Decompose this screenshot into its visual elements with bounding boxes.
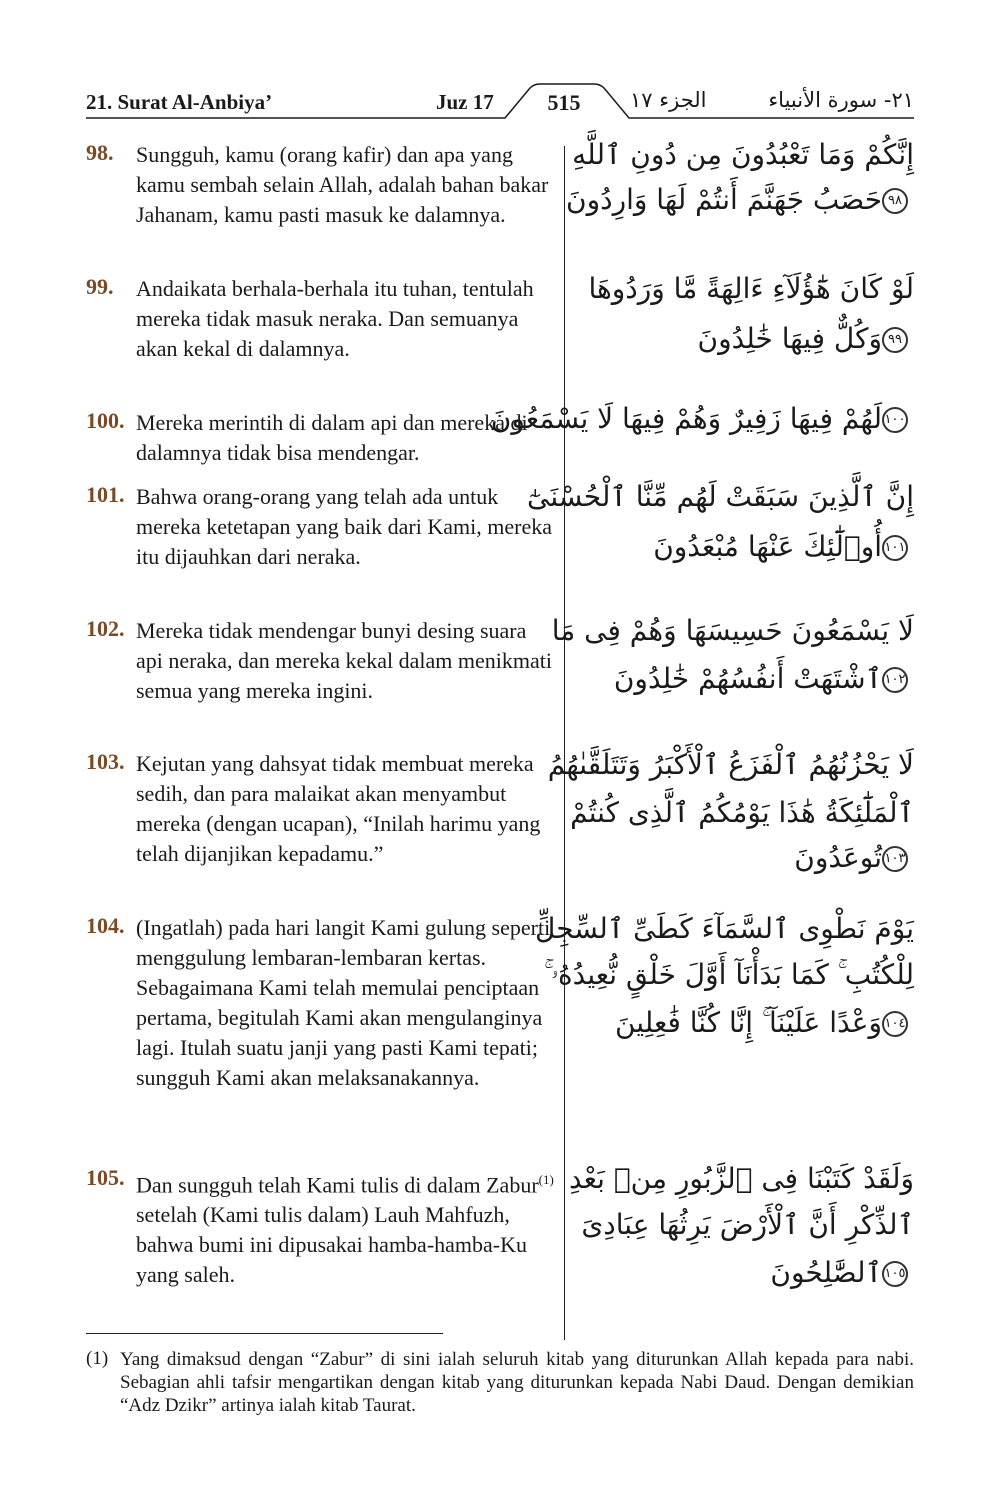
ayah-end-marker: ٩٩	[882, 327, 908, 353]
juz-label-arabic: الجزء ١٧	[630, 88, 707, 112]
arabic-line: لَا يَحْزُنُهُمُ ٱلْفَزَعُ ٱلْأَكْبَرُ وَتَتَلَقَّىٰهُمُ	[547, 748, 914, 781]
arabic-line: ١٠٣تُوعَدُونَ	[794, 841, 914, 874]
column-divider	[564, 146, 565, 1340]
verse-translation: Mereka tidak mendengar bunyi desing suara api neraka, dan mereka kekal dalam menikmati semua yang mereka ingini.	[136, 618, 552, 703]
footnote-reference[interactable]: (1)	[538, 1172, 554, 1187]
verse-number: 98.	[86, 140, 114, 165]
verse-number: 99.	[86, 274, 114, 299]
verse-number: 101.	[86, 482, 125, 507]
ayah-end-marker: ١٠٣	[882, 846, 908, 872]
ayah-end-marker: ١٠٢	[882, 667, 908, 693]
arabic-line: إِنَّكُمْ وَمَا تَعْبُدُونَ مِن دُونِ ٱللَّهِ	[572, 138, 914, 171]
page-header	[0, 0, 1000, 130]
verse-number: 102.	[86, 616, 125, 641]
verse-number: 105.	[86, 1165, 125, 1190]
arabic-line: ١٠١أُو۟لَٰٓئِكَ عَنْهَا مُبْعَدُونَ	[653, 530, 914, 563]
ayah-end-marker: ١٠١	[882, 535, 908, 561]
arabic-line: لِلْكُتُبِ ۚ كَمَا بَدَأْنَآ أَوَّلَ خَلْقٍ نُّعِيدُهُۥ ۚ	[543, 958, 914, 991]
arabic-line: يَوْمَ نَطْوِى ٱلسَّمَآءَ كَطَىِّ ٱلسِّجِلِّ	[535, 912, 914, 945]
arabic-line: إِنَّ ٱلَّذِينَ سَبَقَتْ لَهُم مِّنَّا ٱلْحُسْنَىٰٓ	[527, 480, 914, 513]
verse-translation: Bahwa orang-orang yang telah ada untuk mereka ketetapan yang baik dari Kami, mereka itu dijauhkan dari neraka.	[136, 484, 552, 569]
footnote-text: Yang dimaksud dengan “Zabur” di sini ialah seluruh kitab yang diturunkan Allah kepada para nabi. Sebagian ahli tafsir mengartikan dengan kitab yang diturunkan kepada Nabi Daud. Dengan demikian “Adz Dzikr” artinya ialah kitab Taurat.	[120, 1349, 914, 1416]
arabic-line: ١٠٥ٱلصَّٰلِحُونَ	[770, 1256, 914, 1289]
verse-number: 103.	[86, 749, 125, 774]
surah-title-arabic: ٢١- سورة الأنبياء	[768, 88, 914, 112]
verse-number: 100.	[86, 408, 125, 433]
verse-translation: Dan sungguh telah Kami tulis di dalam Zabur$^{(1)}$ setelah (Kami tulis dalam) Lauh Mahfuzh, bahwa bumi ini dipusakai hamba-hamba-Ku yang saleh.	[136, 1172, 554, 1288]
verse-translation: Mereka merintih di dalam api dan mereka di dalamnya tidak bisa mendengar.	[136, 410, 528, 465]
surah-title-latin: 21. Surat Al-Anbiya’	[86, 90, 273, 114]
verse-number: 104.	[86, 913, 125, 938]
arabic-line: ١٠٤وَعْدًا عَلَيْنَآ ۚ إِنَّا كُنَّا فَٰعِلِينَ	[615, 1006, 914, 1040]
ayah-end-marker: ١٠٠	[882, 407, 908, 433]
arabic-line: وَلَقَدْ كَتَبْنَا فِى ٱلزَّبُورِ مِنۢ بَعْدِ	[568, 1162, 914, 1195]
footnote-marker: (1)	[86, 1348, 109, 1369]
arabic-line: ٱلذِّكْرِ أَنَّ ٱلْأَرْضَ يَرِثُهَا عِبَادِىَ	[581, 1208, 914, 1241]
ayah-end-marker: ١٠٤	[882, 1011, 908, 1037]
ayah-end-marker: ٩٨	[882, 188, 908, 214]
ayah-end-marker: ١٠٥	[882, 1261, 908, 1287]
arabic-line: لَا يَسْمَعُونَ حَسِيسَهَا وَهُمْ فِى مَا	[551, 614, 914, 647]
verse-translation: Kejutan yang dahsyat tidak membuat mereka sedih, dan para malaikat akan menyambut mereka (dengan ucapan), “Inilah harimu yang telah dijanjikan kepadamu.”	[136, 751, 541, 866]
arabic-line: ٱلْمَلَٰٓئِكَةُ هَٰذَا يَوْمُكُمُ ٱلَّذِى كُنتُمْ	[570, 796, 914, 829]
arabic-line: ١٠٢ٱشْتَهَتْ أَنفُسُهُمْ خَٰلِدُونَ	[614, 662, 914, 695]
arabic-line: ٩٨حَصَبُ جَهَنَّمَ أَنتُمْ لَهَا وَارِدُونَ	[566, 183, 914, 216]
footnote-rule	[86, 1333, 443, 1334]
verse-translation: Sungguh, kamu (orang kafir) dan apa yang kamu sembah selain Allah, adalah bahan bakar Jahanam, kamu pasti masuk ke dalamnya.	[136, 142, 549, 227]
juz-label-latin: Juz 17	[436, 90, 494, 114]
verse-translation: (Ingatlah) pada hari langit Kami gulung seperti menggulung lembaran-lembaran kertas. Sebagaimana Kami telah memulai penciptaan pertama, begitulah Kami akan mengulanginya lagi. Itulah suatu janji yang pasti Kami tepati; sungguh Kami akan melaksanakannya.	[136, 915, 551, 1090]
verse-translation: Andaikata berhala-berhala itu tuhan, tentulah mereka tidak masuk neraka. Dan semuanya akan kekal di dalamnya.	[136, 276, 534, 361]
arabic-line: ٩٩وَكُلٌّ فِيهَا خَٰلِدُونَ	[698, 322, 915, 355]
page-number: 515	[547, 90, 581, 115]
arabic-line: ١٠٠لَهُمْ فِيهَا زَفِيرٌ وَهُمْ فِيهَا لَا يَسْمَعُونَ	[491, 402, 914, 435]
arabic-line: لَوْ كَانَ هَٰٓؤُلَآءِ ءَالِهَةً مَّا وَرَدُوهَا	[588, 272, 914, 305]
